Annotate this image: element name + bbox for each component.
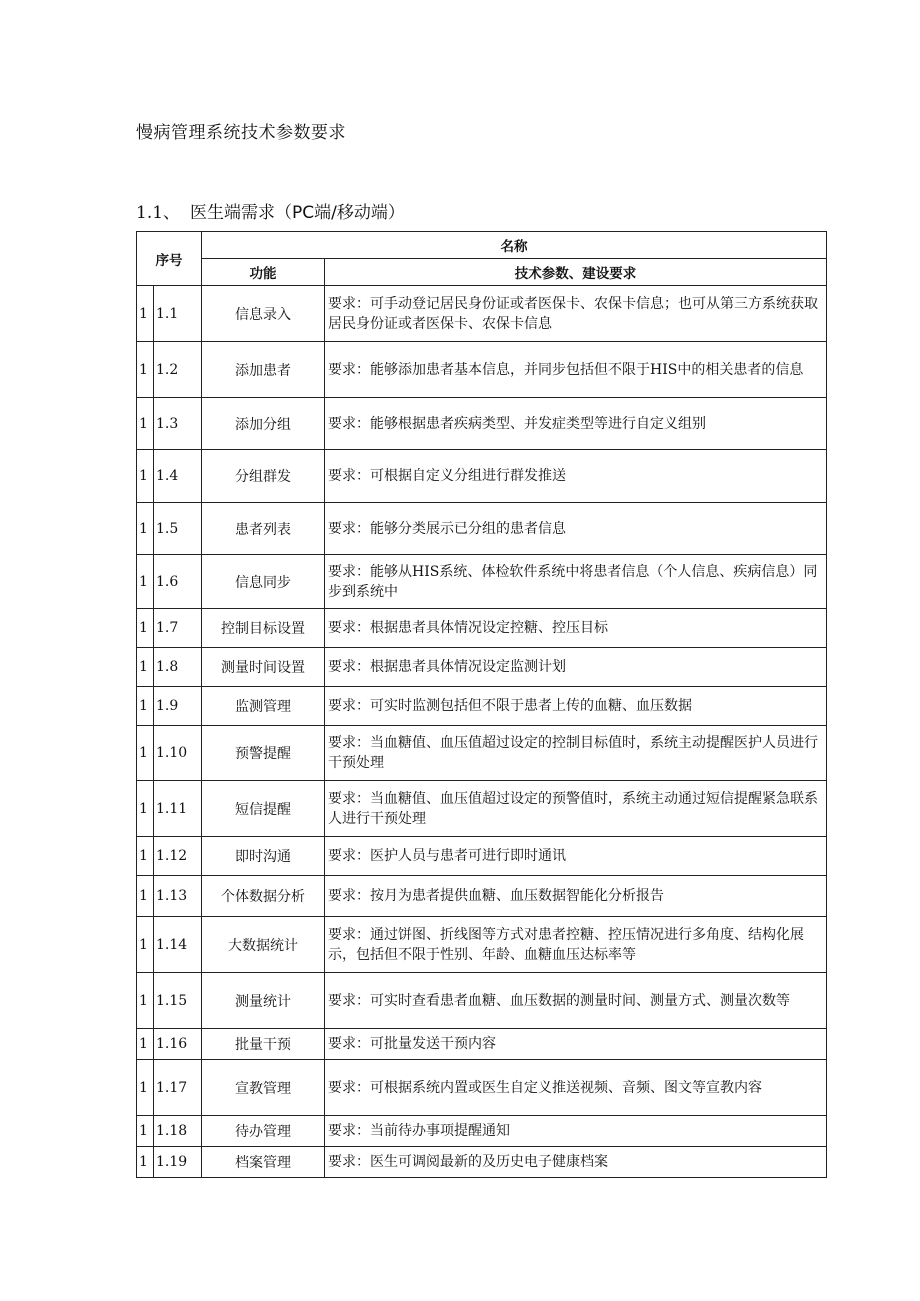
table-row	[137, 973, 827, 1029]
row-requirement: 要求：当血糖值、血压值超过设定的预警值时，系统主动通过短信提醒紧急联系人进行干预处理	[325, 781, 827, 837]
row-requirement: 要求：根据患者具体情况设定监测计划	[325, 648, 827, 687]
row-function: 患者列表	[202, 503, 325, 555]
table-row	[137, 1029, 827, 1060]
row-requirement: 要求：可根据自定义分组进行群发推送	[325, 450, 827, 503]
row-item-number: 1.6	[154, 555, 202, 609]
row-group-number: 1	[137, 726, 154, 781]
row-item-number: 1.4	[154, 450, 202, 503]
row-group-number: 1	[137, 609, 154, 648]
row-group-number: 1	[137, 973, 154, 1029]
row-requirement: 要求：当前待办事项提醒通知	[325, 1116, 827, 1147]
row-group-number: 1	[137, 917, 154, 973]
row-item-number: 1.5	[154, 503, 202, 555]
table-row	[137, 1116, 827, 1147]
row-function: 测量统计	[202, 973, 325, 1029]
row-item-number: 1.14	[154, 917, 202, 973]
row-requirement: 要求：通过饼图、折线图等方式对患者控糖、控压情况进行多角度、结构化展示，包括但不限于性别、年龄、血糖血压达标率等	[325, 917, 827, 973]
row-group-number: 1	[137, 781, 154, 837]
row-group-number: 1	[137, 555, 154, 609]
row-requirement: 要求：能够根据患者疾病类型、并发症类型等进行自定义组别	[325, 398, 827, 450]
table-row	[137, 687, 827, 726]
row-function: 宣教管理	[202, 1060, 325, 1116]
row-item-number: 1.1	[154, 286, 202, 342]
row-requirement: 要求：能够添加患者基本信息，并同步包括但不限于HIS中的相关患者的信息	[325, 342, 827, 398]
row-group-number: 1	[137, 1029, 154, 1060]
row-item-number: 1.2	[154, 342, 202, 398]
table-row	[137, 555, 827, 609]
section-title: 医生端需求（PC端/移动端）	[190, 203, 405, 223]
table-row	[137, 286, 827, 342]
row-function: 分组群发	[202, 450, 325, 503]
row-function: 批量干预	[202, 1029, 325, 1060]
row-item-number: 1.3	[154, 398, 202, 450]
row-requirement: 要求：可批量发送干预内容	[325, 1029, 827, 1060]
row-group-number: 1	[137, 1060, 154, 1116]
row-function: 大数据统计	[202, 917, 325, 973]
table-row	[137, 1060, 827, 1116]
row-requirement: 要求：根据患者具体情况设定控糖、控压目标	[325, 609, 827, 648]
row-item-number: 1.15	[154, 973, 202, 1029]
row-item-number: 1.17	[154, 1060, 202, 1116]
row-function: 预警提醒	[202, 726, 325, 781]
table-row	[137, 398, 827, 450]
table-row	[137, 876, 827, 917]
row-requirement: 要求：可实时查看患者血糖、血压数据的测量时间、测量方式、测量次数等	[325, 973, 827, 1029]
row-function: 即时沟通	[202, 837, 325, 876]
row-requirement: 要求：能够从HIS系统、体检软件系统中将患者信息（个人信息、疾病信息）同步到系统中	[325, 555, 827, 609]
row-function: 档案管理	[202, 1147, 325, 1178]
row-function: 添加患者	[202, 342, 325, 398]
row-function: 待办管理	[202, 1116, 325, 1147]
document-title: 慢病管理系统技术参数要求	[136, 123, 346, 143]
row-function: 添加分组	[202, 398, 325, 450]
header-name: 名称	[202, 232, 827, 259]
row-function: 控制目标设置	[202, 609, 325, 648]
row-group-number: 1	[137, 876, 154, 917]
section-number: 1.1、	[136, 203, 181, 223]
table-row	[137, 1147, 827, 1178]
row-group-number: 1	[137, 648, 154, 687]
row-requirement: 要求：可实时监测包括但不限于患者上传的血糖、血压数据	[325, 687, 827, 726]
row-requirement: 要求：能够分类展示已分组的患者信息	[325, 503, 827, 555]
row-item-number: 1.9	[154, 687, 202, 726]
row-group-number: 1	[137, 687, 154, 726]
row-group-number: 1	[137, 1147, 154, 1178]
table-row	[137, 503, 827, 555]
table-row	[137, 609, 827, 648]
table-row	[137, 648, 827, 687]
row-item-number: 1.7	[154, 609, 202, 648]
row-function: 短信提醒	[202, 781, 325, 837]
row-item-number: 1.12	[154, 837, 202, 876]
row-group-number: 1	[137, 286, 154, 342]
row-requirement: 要求：可根据系统内置或医生自定义推送视频、音频、图文等宣教内容	[325, 1060, 827, 1116]
row-item-number: 1.18	[154, 1116, 202, 1147]
table-row	[137, 450, 827, 503]
row-requirement: 要求：医护人员与患者可进行即时通讯	[325, 837, 827, 876]
row-function: 信息同步	[202, 555, 325, 609]
row-function: 信息录入	[202, 286, 325, 342]
table-row	[137, 342, 827, 398]
row-item-number: 1.16	[154, 1029, 202, 1060]
header-seq: 序号	[137, 232, 202, 286]
row-function: 测量时间设置	[202, 648, 325, 687]
row-group-number: 1	[137, 398, 154, 450]
row-item-number: 1.8	[154, 648, 202, 687]
table-row	[137, 837, 827, 876]
row-item-number: 1.11	[154, 781, 202, 837]
row-item-number: 1.13	[154, 876, 202, 917]
row-group-number: 1	[137, 503, 154, 555]
section-heading	[136, 198, 405, 223]
table-body	[137, 286, 827, 1178]
row-group-number: 1	[137, 450, 154, 503]
header-spec: 技术参数、建设要求	[325, 259, 827, 286]
row-requirement: 要求：按月为患者提供血糖、血压数据智能化分析报告	[325, 876, 827, 917]
row-function: 个体数据分析	[202, 876, 325, 917]
table-row	[137, 917, 827, 973]
row-group-number: 1	[137, 837, 154, 876]
header-function: 功能	[202, 259, 325, 286]
row-requirement: 要求：医生可调阅最新的及历史电子健康档案	[325, 1147, 827, 1178]
table-row	[137, 726, 827, 781]
table-row	[137, 781, 827, 837]
row-group-number: 1	[137, 1116, 154, 1147]
row-requirement: 要求：可手动登记居民身份证或者医保卡、农保卡信息；也可从第三方系统获取居民身份证或者医保卡、农保卡信息	[325, 286, 827, 342]
row-requirement: 要求：当血糖值、血压值超过设定的控制目标值时，系统主动提醒医护人员进行干预处理	[325, 726, 827, 781]
row-item-number: 1.19	[154, 1147, 202, 1178]
row-group-number: 1	[137, 342, 154, 398]
requirements-table	[136, 231, 827, 1178]
row-function: 监测管理	[202, 687, 325, 726]
row-item-number: 1.10	[154, 726, 202, 781]
